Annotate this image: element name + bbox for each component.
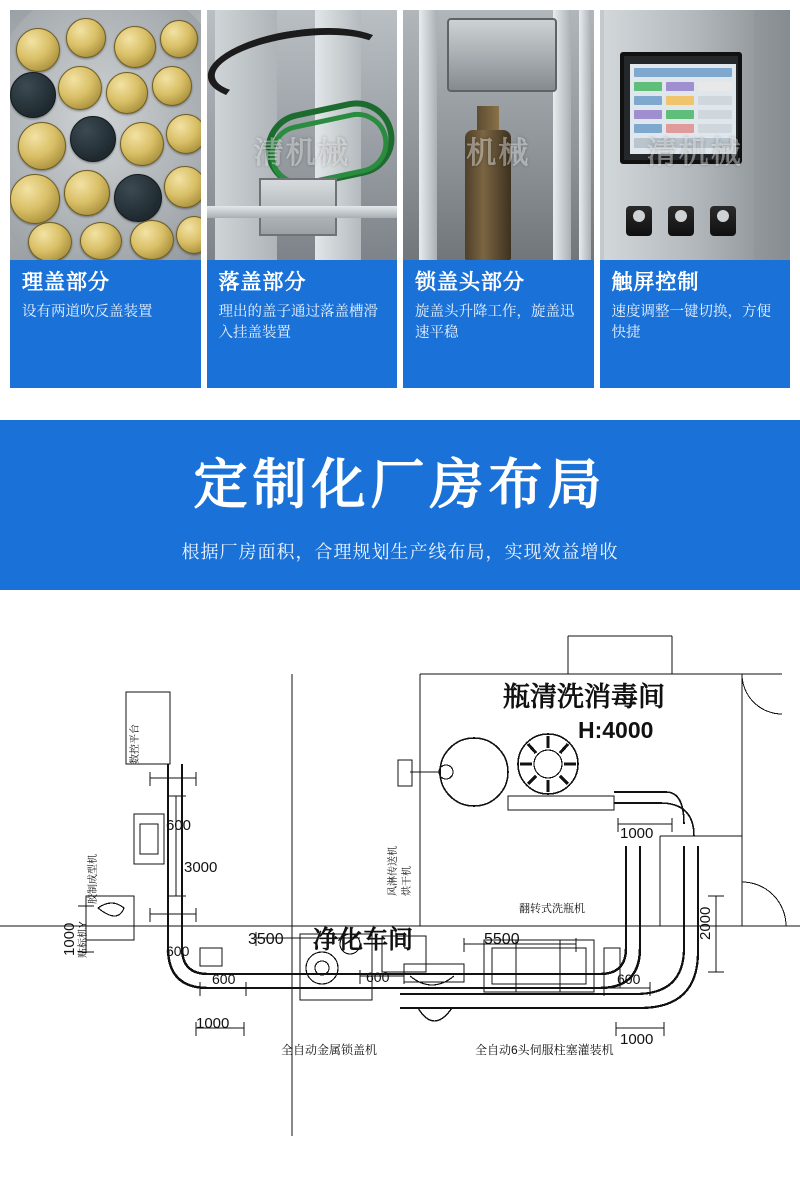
photo-watermark-2: 清机械 — [253, 137, 350, 170]
cap-sorting-bowl-photo — [10, 10, 201, 260]
feature-card-2 — [207, 10, 398, 388]
feature-title-4: 触屏控制 — [611, 271, 700, 294]
feature-card-1 — [10, 10, 201, 388]
feature-card-3-body — [403, 260, 594, 388]
plan-label-v2: 胶制成型机 — [88, 854, 99, 904]
plan-dim-600-b: 600 — [166, 943, 190, 959]
feature-title-2: 落盖部分 — [218, 271, 307, 294]
feature-desc-2: 理出的盖子通过落盖槽滑入挂盖装置 — [218, 304, 378, 342]
banner-subtitle: 根据厂房面积，合理规划生产线布局，实现效益增收 — [181, 542, 619, 562]
banner-title: 定制化厂房布局 — [193, 455, 607, 515]
photo-watermark-4: 清机械 — [646, 137, 743, 170]
plan-label-filler: 全自动6头伺服柱塞灌装机 — [475, 1043, 614, 1057]
feature-card-1-body — [10, 260, 201, 388]
plan-dim-1000-left: 1000 — [61, 922, 78, 956]
feature-strip — [10, 10, 790, 388]
cap-drop-chute-photo — [207, 10, 398, 260]
plan-label-v1: 数控平台 — [130, 724, 141, 764]
plan-dim-5500: 5500 — [484, 931, 520, 948]
plan-dim-2000: 2000 — [697, 906, 714, 940]
photo-watermark-3: 机械 — [466, 137, 531, 170]
plan-label-capper: 全自动金属锁盖机 — [281, 1043, 378, 1057]
plan-label-wash-room: 瓶清洗消毒间 — [503, 682, 665, 712]
plan-label-height: H:4000 — [578, 717, 654, 743]
plan-dim-1000-top: 1000 — [620, 825, 654, 842]
plan-dim-1000-b: 1000 — [196, 1015, 230, 1032]
plan-label-v4: 风淋传送机 — [388, 846, 399, 896]
feature-desc-1: 设有两道吹反盖装置 — [22, 304, 153, 321]
factory-floorplan — [0, 596, 800, 1166]
plan-label-v5: 烘干机 — [402, 866, 413, 896]
plan-dim-600-d: 600 — [366, 969, 390, 985]
plan-dim-1000-c: 1000 — [620, 1031, 654, 1048]
touch-screen-control-photo — [600, 10, 791, 260]
footer-divider — [0, 1186, 800, 1190]
section-banner — [0, 420, 800, 590]
plan-label-rotary-washer: 翻转式洗瓶机 — [519, 903, 585, 915]
control-knob-1 — [626, 206, 652, 236]
feature-card-2-body — [207, 260, 398, 388]
hmi-panel — [620, 52, 742, 164]
plan-dim-600-c: 600 — [212, 971, 236, 987]
capping-head-photo — [403, 10, 594, 260]
control-knob-2 — [668, 206, 694, 236]
feature-card-3 — [403, 10, 594, 388]
plan-label-v3: 贴标机Y — [78, 921, 89, 958]
plan-label-clean-room: 净化车间 — [313, 926, 414, 954]
feature-card-4-body — [600, 260, 791, 388]
feature-card-4 — [600, 10, 791, 388]
plan-dim-600-e: 600 — [617, 971, 641, 987]
control-knob-3 — [710, 206, 736, 236]
feature-desc-4: 速度调整一键切换，方便快捷 — [611, 304, 771, 342]
feature-title-1: 理盖部分 — [22, 271, 110, 294]
plan-dim-3000: 3000 — [184, 859, 218, 876]
plan-dim-600-a: 600 — [166, 817, 192, 834]
feature-title-3: 锁盖头部分 — [415, 271, 525, 294]
plan-dim-3500: 3500 — [248, 931, 284, 948]
feature-desc-3: 旋盖头升降工作，旋盖迅速平稳 — [415, 304, 575, 342]
